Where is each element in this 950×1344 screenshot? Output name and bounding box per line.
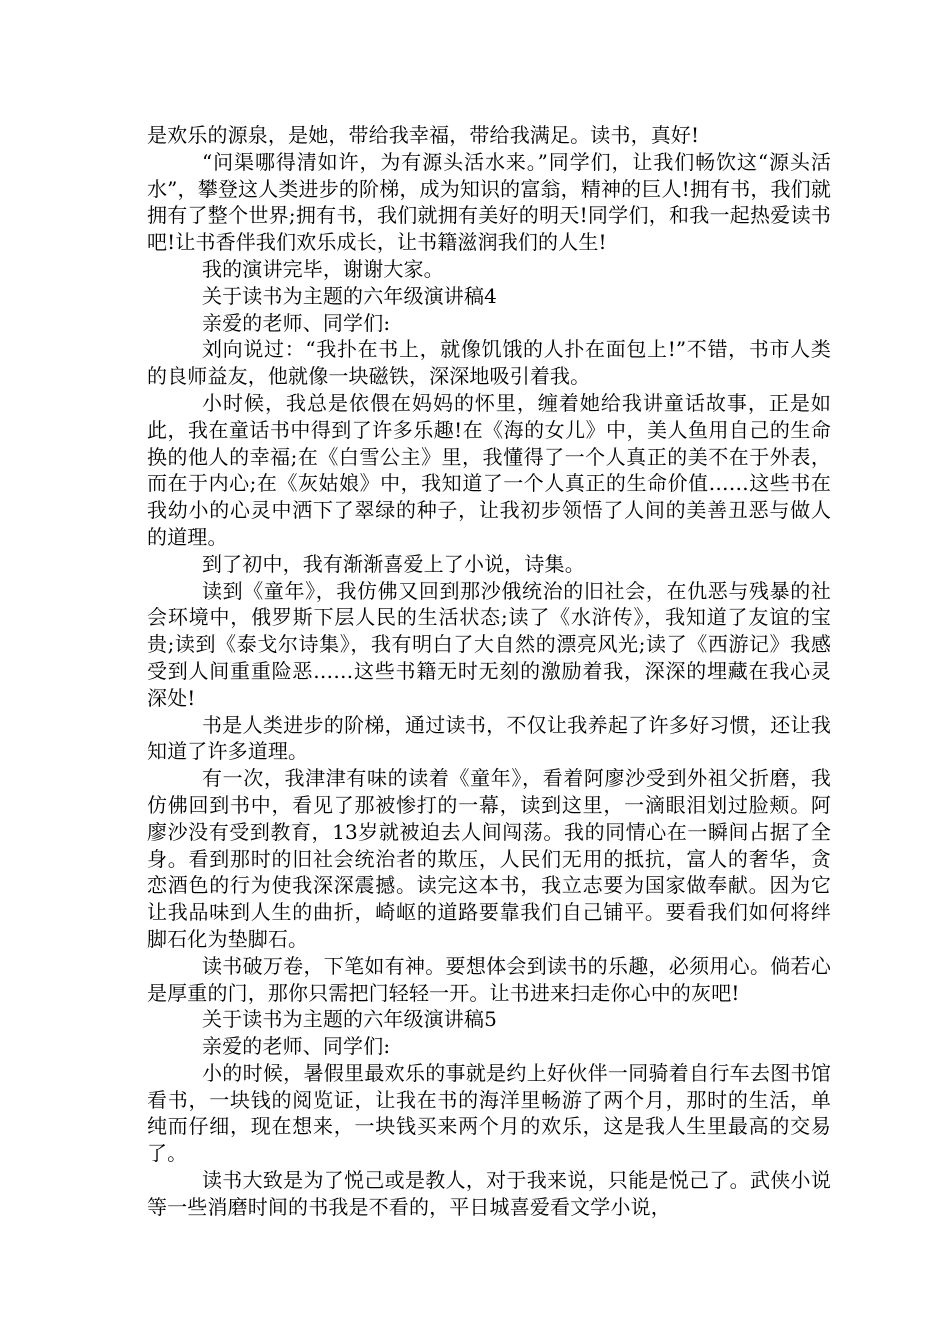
salutation-4: 亲爱的老师、同学们: — [202, 310, 391, 335]
paragraph-7: 小时候，我总是依偎在妈妈的怀里，缠着她给我讲童话故事，正是如此，我在童话书中得到了许多乐趣!在《海的女儿》中，美人鱼用自己的生命换的他人的幸福;在《白雪公主》里，我懂得了一个人真正的美不在于外表，而在于内心;在《灰姑娘》中，我知道了一个人真正的生命价值……这些书在我幼小的心灵中洒下了翠绿的种子，让我初步领悟了人间的美善丑恶与做人的道理。 — [147, 390, 831, 549]
paragraph-3: 我的演讲完毕，谢谢大家。 — [202, 256, 444, 281]
paragraph-9: 读到《童年》，我仿佛又回到那沙俄统治的旧社会，在仇恶与残暴的社会环境中，俄罗斯下层人民的生活状态;读了《水浒传》，我知道了友谊的宝贵;读到《泰戈尔诗集》，我有明白了大自然的漂亮风光;读了《西游记》我感受到人间重重险恶……这些书籍无时无刻的激励着我，深深的埋藏在我心灵深处! — [147, 578, 831, 710]
section-heading-4: 关于读书为主题的六年级演讲稿4 — [202, 283, 497, 308]
salutation-5: 亲爱的老师、同学们: — [202, 1034, 391, 1059]
paragraph-16: 读书大致是为了悦己或是教人，对于我来说，只能是悦己了。武侠小说等一些消磨时间的书我是不看的，平日城喜爱看文学小说， — [147, 1168, 831, 1219]
paragraph-2: “问渠哪得清如许，为有源头活水来。”同学们，让我们畅饮这“源头活水”，攀登这人类进步的阶梯，成为知识的富翁，精神的巨人!拥有书，我们就拥有了整个世界;拥有书，我们就拥有美好的明天!同学们，和我一起热爱读书吧!让书香伴我们欢乐成长，让书籍滋润我们的人生! — [147, 149, 831, 255]
paragraph-12: 读书破万卷，下笔如有神。要想体会到读书的乐趣，必须用心。倘若心是厚重的门，那你只需把门轻轻一开。让书进来扫走你心中的灰吧! — [147, 953, 831, 1005]
paragraph-15: 小的时候，暑假里最欢乐的事就是约上好伙伴一同骑着自行车去图书馆看书，一块钱的阅览证，让我在书的海洋里畅游了两个月，那时的生活，单纯而仔细，现在想来，一块钱买来两个月的欢乐，这是我人生里最高的交易了。 — [147, 1060, 831, 1166]
paragraph-8: 到了初中，我有渐渐喜爱上了小说，诗集。 — [202, 551, 585, 576]
paragraph-10: 书是人类进步的阶梯，通过读书，不仅让我养起了许多好习惯，还让我知道了许多道理。 — [147, 712, 831, 764]
document-page — [147, 122, 831, 1221]
paragraph-11: 有一次，我津津有味的读着《童年》，看着阿廖沙受到外祖父折磨，我仿佛回到书中，看见了那被惨打的一幕，读到这里，一滴眼泪划过脸颊。阿廖沙没有受到教育，13岁就被迫去人间闯荡。我的同情心在一瞬间占据了全身。看到那时的旧社会统治者的欺压，人民们无用的抵抗，富人的奢华，贪恋酒色的行为使我深深震撼。读完这本书，我立志要为国家做奉献。因为它让我品味到人生的曲折，崎岖的道路要靠我们自己铺平。要看我们如何将绊脚石化为垫脚石。 — [147, 766, 831, 951]
paragraph-6: 刘向说过：“我扑在书上，就像饥饿的人扑在面包上!”不错，书市人类的良师益友，他就像一块磁铁，深深地吸引着我。 — [147, 337, 831, 389]
paragraph-1: 是欢乐的源泉，是她，带给我幸福，带给我满足。读书，真好! — [147, 123, 700, 147]
section-heading-5: 关于读书为主题的六年级演讲稿5 — [202, 1007, 497, 1032]
